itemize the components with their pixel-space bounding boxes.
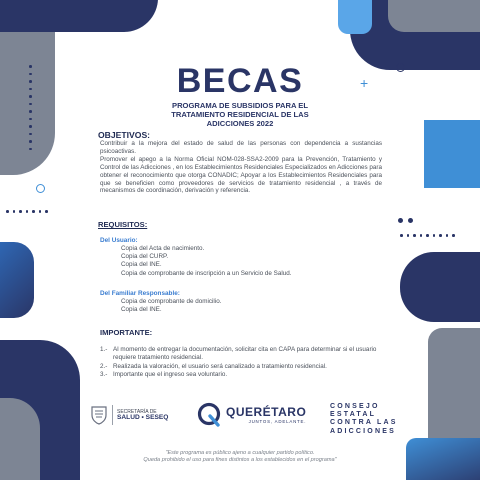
queretaro-seal-icon	[90, 405, 108, 425]
consejo-estatal-logo	[330, 403, 398, 436]
list-item: Copia del CURP.	[121, 253, 169, 261]
deco-gray-bottom-left	[0, 398, 40, 480]
requisitos-heading: REQUISITOS:	[98, 220, 148, 229]
familiar-heading: Del Familiar Responsable:	[100, 290, 180, 297]
footer-disclaimer	[100, 450, 380, 465]
salud-line2: SALUD • SESEQ	[117, 414, 169, 421]
item-text: Al momento de entregar la documentación, solicitar cita en CAPA para determinar si el usuario requiere tratamiento residencial.	[113, 346, 377, 362]
list-item: Copia del Acta de nacimiento.	[121, 245, 205, 252]
salud-line1: SECRETARÍA DE	[117, 409, 157, 415]
list-item	[100, 346, 380, 363]
deco-navy-top-left	[0, 0, 158, 32]
footer-line1: "Este programa es público ajeno a cualquier partido político.	[165, 450, 315, 456]
deco-lightblue-top-right	[338, 0, 372, 34]
familiar-requirements-list	[121, 298, 221, 314]
consejo-line1: CONSEJO	[330, 403, 380, 410]
queretaro-slogan: JUNTOS, ADELANTE.	[248, 419, 307, 424]
item-number: 2.-	[100, 362, 108, 370]
deco-dots-pair-right	[398, 218, 413, 223]
page-title: BECAS	[176, 62, 304, 100]
queretaro-name: QUERÉTARO	[226, 405, 307, 419]
list-item: Copia del INE.	[121, 261, 162, 269]
usuario-heading: Del Usuario:	[100, 237, 138, 244]
item-number: 3.-	[100, 371, 108, 379]
list-item	[100, 363, 380, 371]
deco-ring-left	[36, 184, 45, 193]
deco-dots-left	[6, 210, 48, 213]
objetivos-paragraph-2: Promover el apego a la Norma Oficial NOM-028-SSA2-2009 para la Prevención, Tratamiento y Control de las Adicciones , en los Establecimientos Residenciales Especializados en Adicciones para obtener el reconocimiento que otorga CONADIC; Apoyar a los Establecimientos Residenciales para que se beneficien como proveedores de servicios de tratamiento residencial , a través de mecanismos de coordinación, derivación y referencia.	[100, 155, 382, 195]
deco-gray-top-right	[388, 0, 480, 32]
list-item	[100, 371, 380, 379]
objetivos-paragraph-1: Contribuir a la mejora del estado de salud de las personas con dependencia a sustancias psicoactivas.	[100, 140, 382, 155]
consejo-line3: CONTRA LAS	[330, 419, 398, 427]
queretaro-logo-text	[226, 406, 306, 424]
importante-heading: IMPORTANTE:	[100, 328, 153, 337]
list-item: Copia de comprobante de domicilio.	[121, 298, 222, 305]
consejo-line2: ESTATAL	[330, 411, 377, 419]
objetivos-text	[100, 140, 382, 195]
deco-plus-right: +	[360, 75, 369, 91]
importante-list	[100, 346, 380, 380]
list-item: Copia del INE.	[121, 306, 162, 314]
item-text: Realizada la valoración, el usuario será canalizado a tratamiento residencial.	[113, 362, 327, 370]
queretaro-q-icon	[196, 402, 222, 428]
deco-navy-right	[400, 252, 480, 322]
deco-blue-bottom-right	[406, 438, 480, 480]
queretaro-logo	[196, 402, 306, 428]
list-item: Copia de comprobante de inscripción a un Servicio de Salud.	[121, 269, 292, 277]
salud-seseq-logo	[90, 405, 168, 425]
objetivos-heading: OBJETIVOS:	[98, 130, 151, 140]
item-number: 1.-	[100, 346, 108, 353]
deco-dots-right	[400, 234, 455, 237]
deco-blue-right	[424, 120, 480, 188]
item-text: Importante que el ingreso sea voluntario.	[113, 371, 228, 379]
page-subtitle: PROGRAMA DE SUBSIDIOS PARA EL TRATAMIENTO RESIDENCIAL DE LAS ADICCIONES 2022	[171, 101, 309, 128]
deco-blue-left	[0, 242, 34, 318]
salud-logo-text	[117, 409, 168, 421]
consejo-line4: ADICCIONES	[330, 427, 396, 435]
usuario-requirements-list	[121, 245, 291, 278]
logo-divider	[112, 405, 113, 425]
footer-line2: Queda prohibido el uso para fines distintos a los establecidos en el programa"	[143, 457, 337, 464]
